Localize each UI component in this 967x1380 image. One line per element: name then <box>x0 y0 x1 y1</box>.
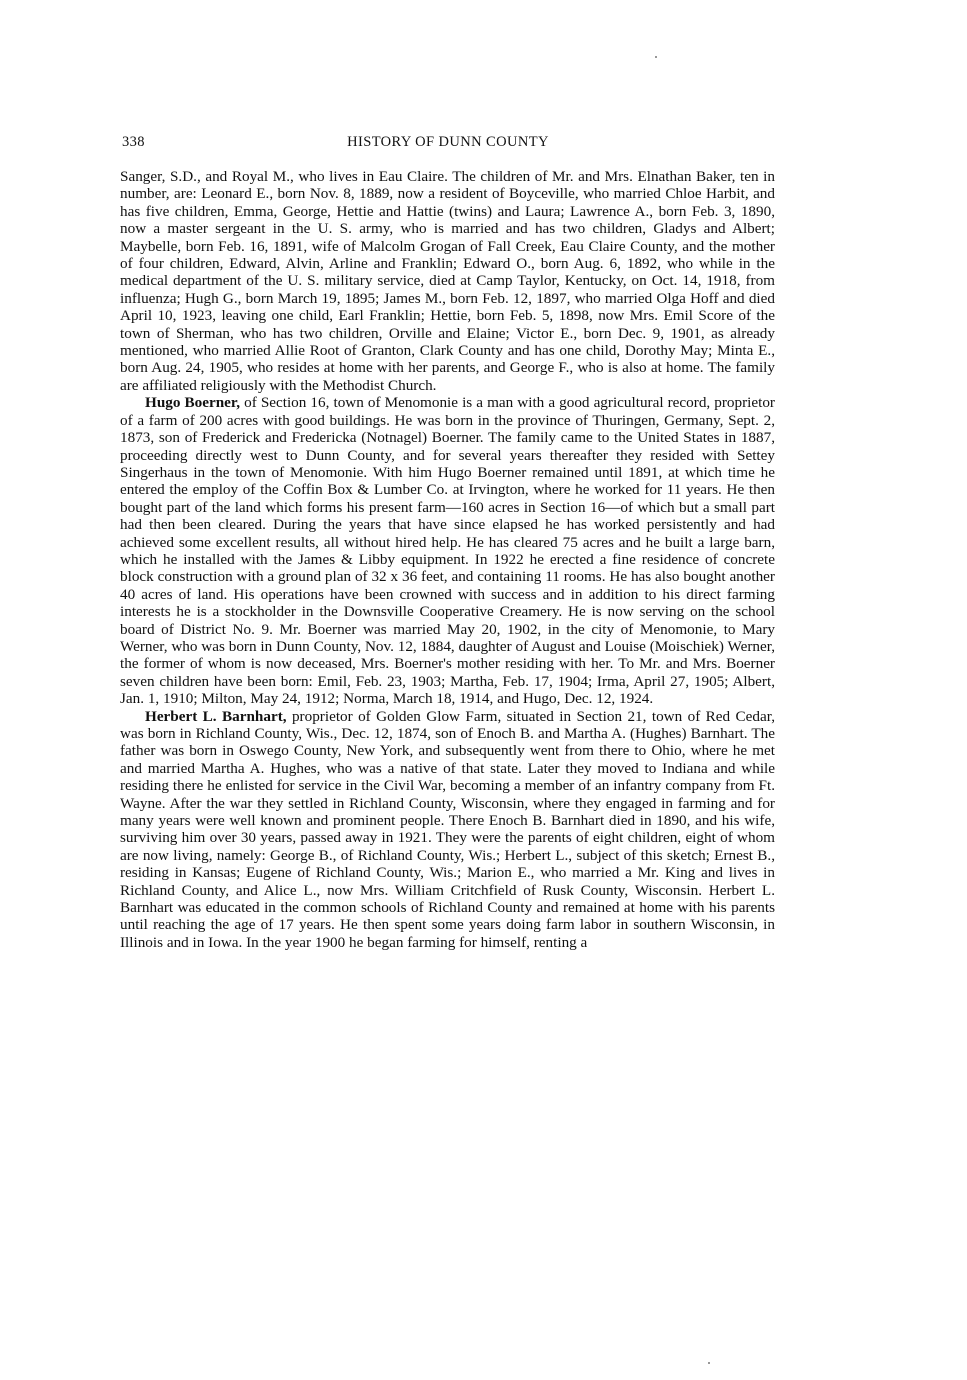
page-header <box>122 134 774 154</box>
paragraph-text: Sanger, S.D., and Royal M., who lives in Eau Claire. The children of Mr. and Mrs. Elnathan Baker, ten in number, are: Leonard E., born Nov. 8, 1889, now a resident of Boyceville, who married Chloe Harbit, and has five children, Emma, George, Hettie and Hattie (twins) and Laura; Lawrence A., born Feb. 3, 1890, now a master sergeant in the U. S. army, who is married and has two children, Gladys and Albert; Maybelle, born Feb. 16, 1891, wife of Malcolm Grogan of Fall Creek, Eau Claire County, and the mother of four children, Edward, Alvin, Arline and Franklin; Edward O., born Aug. 6, 1892, who while in the medical department of the U. S. military service, died at Camp Taylor, Kentucky, on Oct. 14, 1918, from influenza; Hugh G., born March 19, 1895; James M., born Feb. 12, 1897, who married Olga Hoff and died April 10, 1923, leaving one child, Earl Franklin; Hettie, born Feb. 5, 1898, now Mrs. Emil Score of the town of Sherman, who has two children, Orville and Elaine; Victor E., born Dec. 9, 1901, as already mentioned, who married Allie Root of Granton, Clark County and has one child, Dorothy May; Minta E., born Aug. 24, 1905, who resides at home with her parents, and George F., who is also at home. The family are affiliated religiously with the Methodist Church. <box>120 168 775 394</box>
running-head: HISTORY OF DUNN COUNTY <box>347 134 549 150</box>
subject-name: Herbert L. Barnhart, <box>145 707 287 725</box>
paragraph-text: of Section 16, town of Menomonie is a man with a good agricultural record, proprietor of a farm of 200 acres with good buildings. He was born in the province of Thuringen, Germany, Sept. 2, 1873, son of Frederick and Fredericka (Notnagel) Boerner. The family came to the United States in 1887, proceeding directly west to Dunn County, and for several years thereafter they resided with Settey Singerhaus in the town of Menomonie. With him Hugo Boerner remained until 1891, at which time he entered the employ of the Coffin Box & Lumber Co. at Irvington, where he worked for 11 years. He then bought part of the land which forms his present farm—160 acres in Section 16—of which but a small part had then been cleared. During the years that have since elapsed he has worked persistently and had achieved some excellent results, all without hired help. He has cleared 75 acres and he built a large barn, which he installed with the James & Libby equipment. In 1922 he erected a fine residence of concrete block construction with a ground plan of 32 x 36 feet, and containing 11 rooms. He has also bought another 40 acres of land. His operations have been crowned with success and in addition to his direct farming interests he is a stockholder in the Downsville Cooperative Creamery. He is now serving on the school board of District No. 9. Mr. Boerner was married May 20, 1902, in the city of Menomonie, to Mary Werner, who was born in Dunn County, Nov. 12, 1884, daughter of August and Louise (Moischiek) Werner, the former of whom is now deceased, Mrs. Boerner's mother residing with her. To Mr. and Mrs. Boerner seven children have been born: Emil, Feb. 23, 1903; Martha, Feb. 17, 1904; Irma, April 27, 1905; Albert, Jan. 1, 1910; Milton, May 24, 1912; Norma, March 18, 1914, and Hugo, Dec. 12, 1924. <box>120 394 775 708</box>
scan-speck <box>708 1362 710 1364</box>
body-text <box>120 168 775 951</box>
paragraph-baker-children <box>120 168 775 394</box>
paragraph-text: proprietor of Golden Glow Farm, situated in Section 21, town of Red Cedar, was born in Richland County, Wis., Dec. 12, 1874, son of Enoch B. and Martha A. (Hughes) Barnhart. The father was born in Oswego County, New York, and subsequently went from there to Ohio, where he met and married Martha A. Hughes, who was a native of that state. Later they moved to Indiana and while residing there he enlisted for service in the Civil War, becoming a member of an infantry company from Ft. Wayne. After the war they settled in Richland County, Wisconsin, where they engaged in farming and for many years were well known and prominent people. There Enoch B. Barnhart died in 1890, and his wife, surviving him over 30 years, passed away in 1921. They were the parents of eight children, eight of whom are now living, namely: George B., of Richland County, Wis.; Herbert L., subject of this sketch; Ernest B., residing in Kansas; Eugene of Richland County, Wis.; Marion E., who married a Mr. King and lives in Richland County, and Alice L., now Mrs. William Critchfield of Rusk County, Wisconsin. Herbert L. Barnhart was educated in the common schools of Richland County and remained at home with his parents until reaching the age of 17 years. He then spent some years doing farm labor in southern Wisconsin, in Illinois and in Iowa. In the year 1900 he began farming for himself, renting a <box>120 707 775 951</box>
paragraph-herbert-barnhart <box>120 708 775 952</box>
subject-name: Hugo Boerner, <box>145 394 241 412</box>
page-number: 338 <box>122 134 145 150</box>
scan-speck <box>655 56 657 58</box>
paragraph-hugo-boerner <box>120 394 775 707</box>
